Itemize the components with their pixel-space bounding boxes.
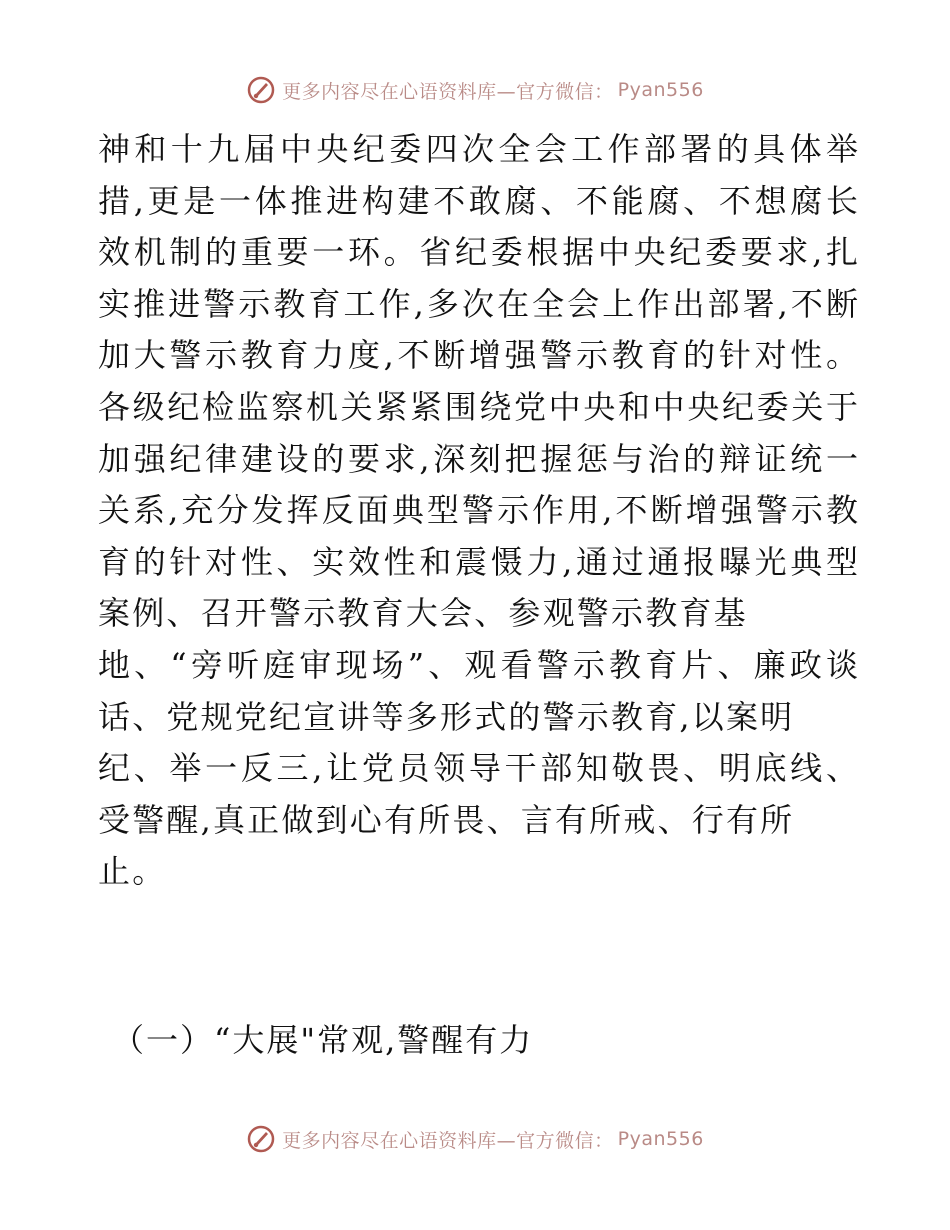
watermark-text: 更多内容尽在心语资料库—官方微信： (282, 1129, 614, 1152)
watermark-wechat-id: Pyan556 (617, 1128, 704, 1150)
document-body (98, 124, 858, 898)
body-line: 育的针对性、实效性和震慑力,通过通报曝光典型 (98, 542, 858, 581)
body-line: 加大警示教育力度,不断增强警示教育的针对性。 (98, 336, 858, 375)
body-line: 神和十九届中央纪委四次全会工作部署的具体举 (98, 130, 858, 168)
body-line: 实推进警示教育工作,多次在全会上作出部署,不断 (98, 284, 858, 323)
body-line: 各级纪检监察机关紧紧围绕党中央和中央纪委关于 (98, 387, 858, 426)
body-line: 关系,充分发挥反面典型警示作用,不断增强警示教 (98, 491, 858, 530)
watermark-wechat-id: Pyan556 (617, 79, 704, 101)
footer-watermark (0, 1119, 950, 1159)
body-line: 受警醒,真正做到心有所畏、言有所戒、行有所 (98, 800, 795, 839)
body-line: 纪、举一反三,让党员领导干部知敬畏、明底线、 (98, 749, 858, 788)
body-line: 措,更是一体推进构建不敢腐、不能腐、不想腐长 (98, 181, 858, 220)
header-watermark (0, 70, 950, 110)
watermark-text: 更多内容尽在心语资料库—官方微信： (282, 80, 614, 103)
body-line: 话、党规党纪宣讲等多形式的警示教育,以案明 (98, 697, 795, 736)
section-heading: （一）“大展"常观,警醒有力 (112, 1021, 534, 1059)
body-line: 地、“旁听庭审现场”、观看警示教育片、廉政谈 (98, 645, 858, 684)
seal-logo-icon (246, 75, 276, 105)
body-line: 加强纪律建设的要求,深刻把握惩与治的辩证统一 (98, 439, 858, 478)
body-line: 止。 (98, 852, 167, 891)
seal-logo-icon (246, 1124, 276, 1154)
body-line: 效机制的重要一环。省纪委根据中央纪委要求,扎 (98, 233, 858, 272)
body-line: 案例、召开警示教育大会、参观警示教育基 (98, 594, 748, 633)
